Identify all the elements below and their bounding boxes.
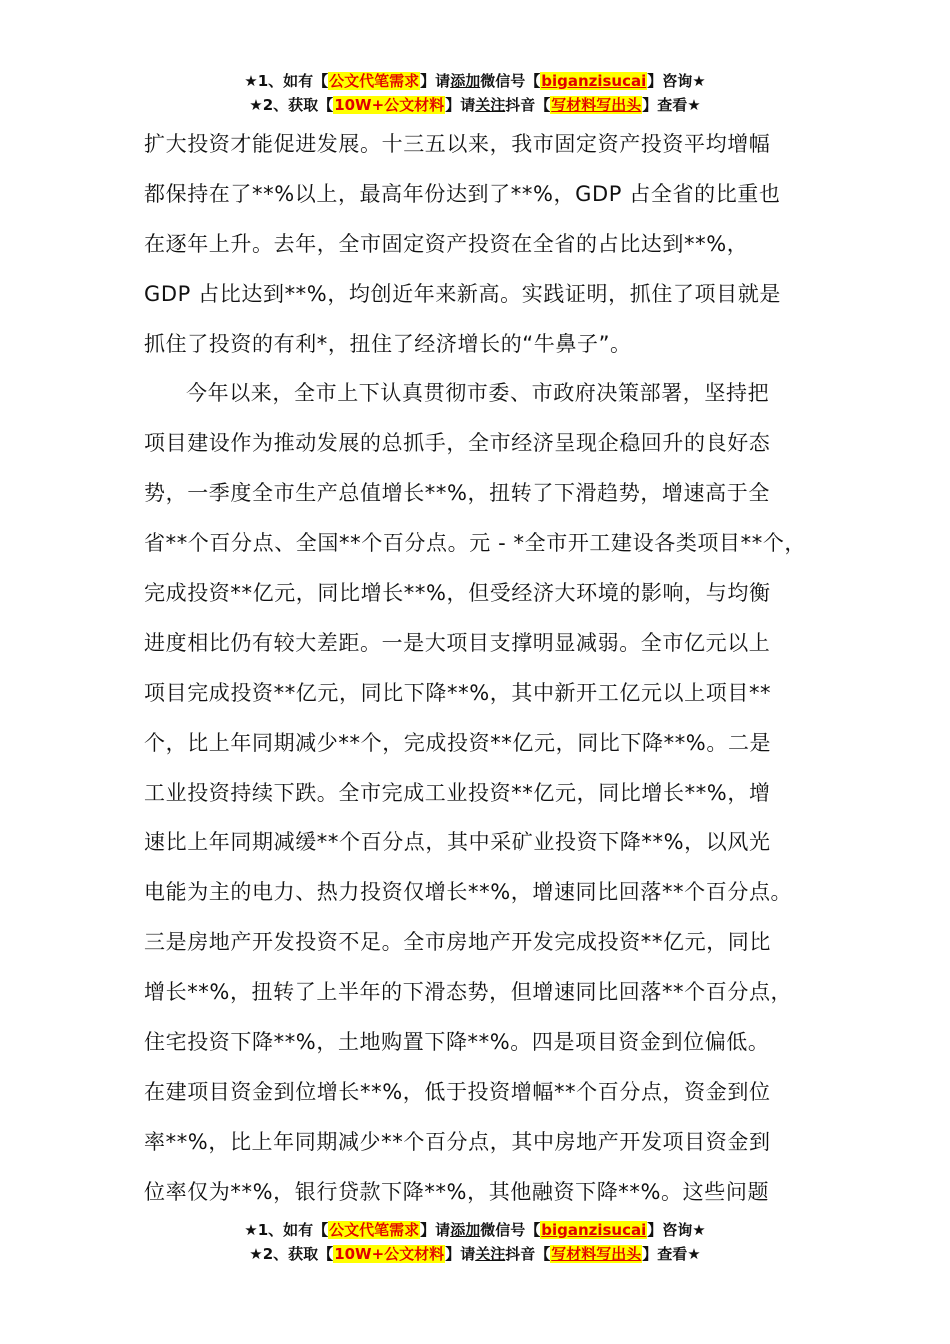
promo-highlight-douyin-id: 写材料写出头 xyxy=(551,1245,642,1263)
promo-text: 】咨询★ xyxy=(647,1221,706,1239)
document-body xyxy=(144,120,834,1218)
top-promo-banner xyxy=(0,69,950,117)
bottom-promo-banner xyxy=(0,1218,950,1266)
promo-highlight-service: 公文代笔需求 xyxy=(329,1221,420,1239)
promo-text: 抖音【 xyxy=(505,96,551,114)
promo-text: ★1、如有【 xyxy=(244,1221,329,1239)
promo-line-2 xyxy=(0,1242,950,1266)
promo-text: ★2、获取【 xyxy=(249,1245,334,1263)
text-line: 省**个百分点、全国**个百分点。元 - *全市开工建设各类项目**个， xyxy=(144,531,807,556)
promo-text: 】咨询★ xyxy=(647,72,706,90)
text-line: 今年以来，全市上下认真贯彻市委、市政府决策部署，坚持把 xyxy=(186,381,770,406)
text-line: GDP 占比达到**%，均创近年来新高。实践证明，抓住了项目就是 xyxy=(144,281,781,306)
text-line: 位率仅为**%，银行贷款下降**%，其他融资下降**%。这些问题 xyxy=(144,1179,770,1204)
promo-highlight-wechat-id: biganzisucai xyxy=(541,72,647,90)
promo-text: 】请 xyxy=(445,96,476,114)
promo-text: 】查看★ xyxy=(642,1245,701,1263)
text-line: 电能为主的电力、热力投资仅增长**%，增速同比回落**个百分点。 xyxy=(144,880,793,905)
text-line: 在建项目资金到位增长**%，低于投资增幅**个百分点，资金到位 xyxy=(144,1079,771,1104)
text-line: 扩大投资才能促进发展。十三五以来，我市固定资产投资平均增幅 xyxy=(144,132,771,156)
text-line: 项目完成投资**亿元，同比下降**%，其中新开工亿元以上项目** xyxy=(144,680,772,705)
text-line: 三是房地产开发投资不足。全市房地产开发完成投资**亿元，同比 xyxy=(144,930,771,955)
promo-text: ★1、如有【 xyxy=(244,72,329,90)
promo-text: 抖音【 xyxy=(505,1245,551,1263)
promo-emphasis: 关注 xyxy=(475,96,506,114)
promo-text: 】查看★ xyxy=(642,96,701,114)
promo-highlight-service: 公文代笔需求 xyxy=(329,72,420,90)
text-line: 住宅投资下降**%，土地购置下降**%。四是项目资金到位偏低。 xyxy=(144,1030,770,1055)
promo-highlight-douyin-id: 写材料写出头 xyxy=(551,96,642,114)
text-line: 项目建设作为推动发展的总抓手，全市经济呈现企稳回升的良好态 xyxy=(144,431,771,456)
text-line: 完成投资**亿元，同比增长**%，但受经济大环境的影响，与均衡 xyxy=(144,581,771,606)
text-line: 抓住了投资的有利*，扭住了经济增长的“牛鼻子”。 xyxy=(144,331,632,356)
promo-highlight-wechat-id: biganzisucai xyxy=(541,1221,647,1239)
promo-text: 微信号【 xyxy=(480,1221,541,1239)
text-line: 增长**%，扭转了上半年的下滑态势，但增速同比回落**个百分点， xyxy=(144,980,793,1005)
text-line: 进度相比仍有较大差距。一是大项目支撑明显减弱。全市亿元以上 xyxy=(144,630,771,655)
promo-text: 】请 xyxy=(420,72,451,90)
promo-line-1 xyxy=(0,1218,950,1242)
text-line: 势，一季度全市生产总值增长**%，扭转了下滑趋势，增速高于全 xyxy=(144,481,770,506)
promo-text: ★2、获取【 xyxy=(249,96,334,114)
text-line: 都保持在了**%以上，最高年份达到了**%，GDP 占全省的比重也 xyxy=(144,181,781,206)
promo-emphasis: 关注 xyxy=(475,1245,506,1263)
text-line: 工业投资持续下跌。全市完成工业投资**亿元，同比增长**%，增 xyxy=(144,780,771,805)
text-line: 速比上年同期减缓**个百分点，其中采矿业投资下降**%，以风光 xyxy=(144,830,771,855)
text-line: 在逐年上升。去年，全市固定资产投资在全省的占比达到**%， xyxy=(144,231,749,256)
promo-highlight-materials: 10W+公文材料 xyxy=(334,1245,445,1263)
promo-emphasis: 添加 xyxy=(450,1221,481,1239)
promo-text: 】请 xyxy=(445,1245,476,1263)
promo-highlight-materials: 10W+公文材料 xyxy=(334,96,445,114)
promo-text: 微信号【 xyxy=(480,72,541,90)
promo-line-2 xyxy=(0,93,950,117)
text-line: 率**%，比上年同期减少**个百分点，其中房地产开发项目资金到 xyxy=(144,1129,771,1154)
text-line: 个，比上年同期减少**个，完成投资**亿元，同比下降**%。二是 xyxy=(144,730,772,755)
promo-emphasis: 添加 xyxy=(450,72,481,90)
promo-text: 】请 xyxy=(420,1221,451,1239)
promo-line-1 xyxy=(0,69,950,93)
